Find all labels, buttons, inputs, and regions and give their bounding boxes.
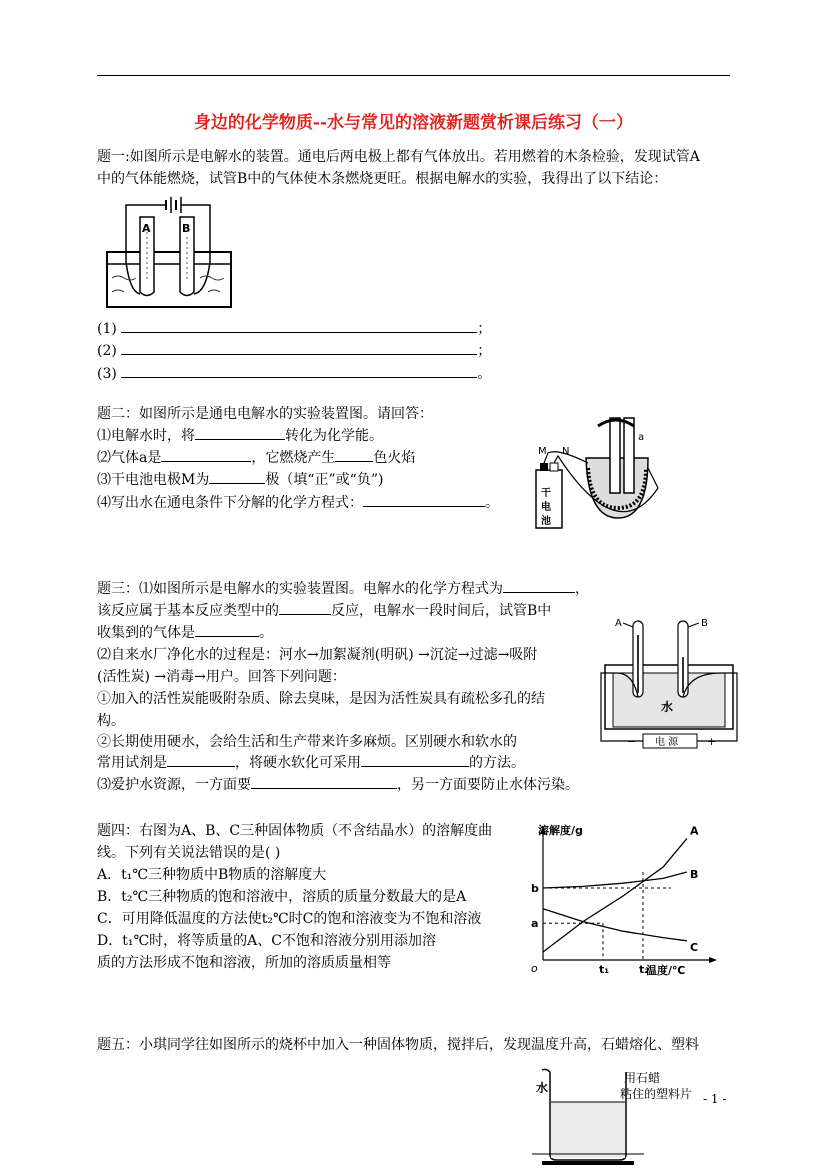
series-line-b	[543, 872, 687, 888]
answer-blank[interactable]	[363, 492, 485, 507]
answer-blank[interactable]	[195, 425, 285, 440]
q2-intro: 题二：如图所示是通电电解水的实验装置图。请回答：	[97, 406, 433, 422]
answer-blank[interactable]	[251, 774, 397, 789]
q4-line1: 题四：右图为A、B、C三种固体物质（不含结晶水）的溶解度曲	[97, 823, 493, 839]
q3-line8: ②长期使用硬水，会给生活和生产带来许多麻烦。区别硬水和软水的	[97, 734, 517, 750]
q1-fig-label-a: A	[142, 222, 151, 235]
q5-fig-label-plastic: 粘住的塑料片	[620, 1087, 693, 1101]
q5-fig-label-wax: 用石蜡	[624, 1071, 661, 1085]
q1-text-line1: 题一:如图所示是电解水的装置。通电后两电极上都有气体放出。若用燃着的木条检验，发现试管A	[97, 149, 700, 165]
q3-line2: 该反应属于基本反应类型中的 反应，电解水一段时间后，试管B中	[97, 600, 551, 622]
answer-blank[interactable]	[167, 752, 235, 767]
answer-blank[interactable]	[161, 447, 251, 462]
y-tick-label: a	[531, 917, 539, 931]
q3-line6: ①加入的活性炭能吸附杂质、除去臭味，是因为活性炭具有疏松多孔的结	[97, 691, 545, 707]
q3-fig-label-power: 电 源	[655, 737, 679, 748]
q2-item-1: ⑴电解水时，将 转化为化学能。	[97, 425, 383, 447]
origin-label: o	[531, 962, 538, 975]
answer-blank[interactable]	[503, 578, 575, 593]
y-tick-label: b	[531, 882, 539, 895]
q1-blank-1: (1) ；	[97, 318, 491, 340]
y-axis-label: 溶解度/g	[538, 824, 583, 837]
q4-option-b: B．t₂℃三种物质的饱和溶液中，溶质的质量分数最大的是A	[97, 889, 467, 905]
page-title: 身边的化学物质--水与常见的溶液新题赏析课后练习（一）	[193, 113, 634, 133]
answer-blank[interactable]	[209, 469, 265, 484]
solubility-chart	[528, 820, 718, 980]
q5-line1: 题五：小琪同学往如图所示的烧杯中加入一种固体物质，搅拌后，发现温度升高，石蜡熔化、塑料	[97, 1037, 699, 1053]
answer-blank[interactable]	[121, 318, 477, 333]
q4-line2: 线。下列有关说法错误的是( )	[97, 845, 281, 861]
q1-blank-2: (2) ；	[97, 340, 491, 362]
q2-item-3: ⑶干电池电极M为 极（填“正”或“负”)	[97, 469, 383, 491]
q2-fig-label-m: M	[538, 446, 547, 457]
q5-fig-label-water: 水	[536, 1081, 549, 1095]
answer-blank[interactable]	[195, 622, 259, 637]
answer-blank[interactable]	[361, 752, 469, 767]
q3-fig-label-water: 水	[661, 700, 674, 714]
answer-blank[interactable]	[279, 600, 331, 615]
q3-electrolysis-figure	[603, 613, 739, 753]
q3-line1: 题三：⑴如图所示是电解水的实验装置图。电解水的化学方程式为 ，	[97, 578, 589, 600]
q2-item-2: ⑵气体a是 ，它燃烧产生 色火焰	[97, 447, 415, 469]
q2-item-4: ⑷写出水在通电条件下分解的化学方程式： 。	[97, 492, 499, 514]
q4-option-c: C．可用降低温度的方法使t₂℃时C的饱和溶液变为不饱和溶液	[97, 911, 482, 927]
q3-line4: ⑵自来水厂净化水的过程是：河水→加絮凝剂(明矾) →沉淀→过滤→吸附	[97, 647, 538, 663]
q2-fig-label-n: N	[562, 446, 570, 457]
q3-line3: 收集到的气体是 。	[97, 622, 273, 644]
x-tick-label: t₁	[599, 963, 610, 976]
q3-line5: (活性炭) →消毒→用户。回答下列问题：	[97, 669, 346, 685]
page-number: - 1 -	[703, 1092, 727, 1106]
q1-electrolysis-figure	[104, 192, 234, 310]
q3-fig-label-plus: +	[707, 735, 717, 748]
series-label-b: B	[690, 868, 699, 881]
q1-text-line2: 中的气体能燃烧，试管B中的气体使木条燃烧更旺。根据电解水的实验，我得出了以下结论：	[97, 171, 668, 187]
x-tick-label: t₂	[639, 963, 650, 976]
series-label-a: A	[690, 824, 699, 838]
series-label-c: C	[690, 940, 699, 954]
q4-option-d-cont: 质的方法形成不饱和溶液，所加的溶质质量相等	[97, 955, 391, 971]
q3-fig-label-minus: −	[627, 735, 637, 748]
q2-fig-label-a: a	[638, 432, 645, 443]
q3-line9: 常用试剂是 ，将硬水软化可采用 的方法。	[97, 752, 525, 774]
q2-fig-battery-char2: 电	[541, 502, 551, 513]
q4-option-a: A．t₁℃三种物质中B物质的溶解度大	[97, 867, 327, 883]
q3-line7: 构。	[97, 713, 125, 729]
q1-fig-label-b: B	[182, 222, 191, 235]
q3-fig-label-a: A	[615, 618, 622, 629]
q3-line10: ⑶爱护水资源，一方面要 ，另一方面要防止水体污染。	[97, 774, 579, 796]
x-axis-arrow	[709, 957, 717, 963]
q4-option-d: D．t₁℃时，将等质量的A、C不饱和溶液分别用添加溶	[97, 933, 436, 949]
q2-fig-battery-char3: 池	[541, 516, 551, 527]
answer-blank[interactable]	[121, 340, 477, 355]
q3-fig-label-b: B	[701, 618, 708, 629]
header-rule	[97, 75, 730, 76]
series-line-a	[543, 838, 687, 952]
answer-blank[interactable]	[335, 447, 373, 462]
q2-fig-battery-char1: 干	[541, 488, 551, 499]
q5-beaker-figure	[528, 1062, 693, 1166]
x-axis-label: 温度/℃	[646, 964, 686, 977]
q1-blank-3: (3) 。	[97, 363, 491, 385]
q2-electrolysis-figure	[528, 408, 668, 536]
answer-blank[interactable]	[121, 363, 477, 378]
